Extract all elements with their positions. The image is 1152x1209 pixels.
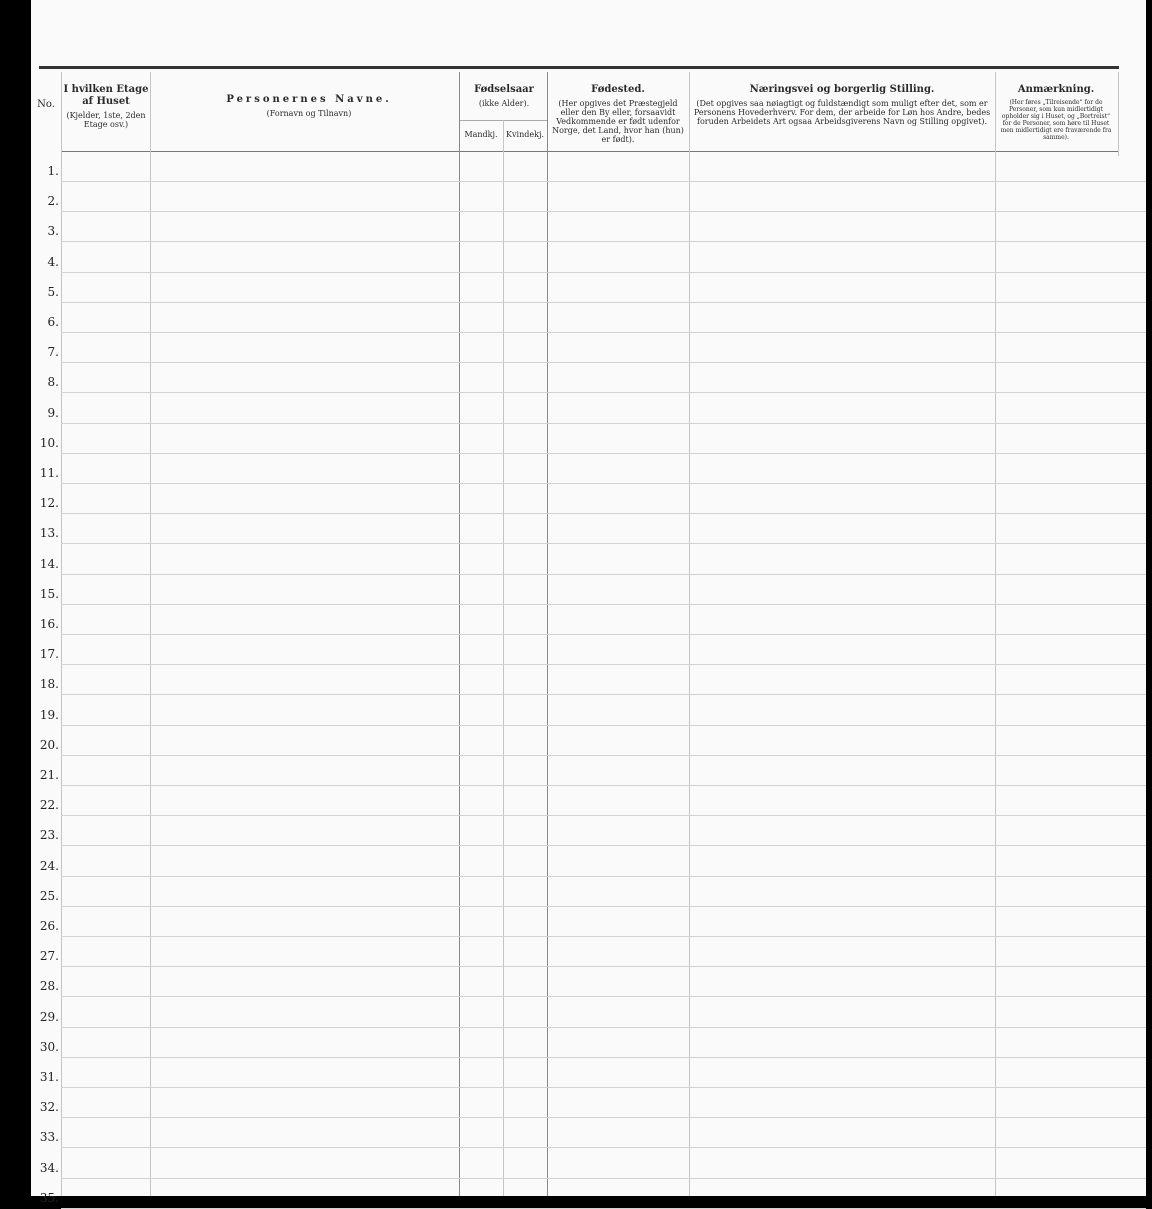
col-sep-right	[1118, 72, 1119, 156]
row-number: 21.	[39, 768, 59, 782]
census-form-sheet	[31, 0, 1146, 1205]
row-number: 5.	[47, 284, 59, 299]
header-fodested-title: Fødested.	[591, 84, 645, 95]
form-row	[31, 484, 1146, 514]
header-anmaerkning	[997, 84, 1115, 141]
form-row	[31, 1088, 1146, 1118]
row-number: 16.	[39, 617, 59, 631]
form-row	[31, 605, 1146, 635]
header-naering	[693, 84, 991, 126]
header-fodested-note: (Her opgives det Præstegjeld eller den By eller, forsaavidt Vedkommende er født udenfor Norge, det Land, hvor han (hun) er født).	[552, 99, 684, 144]
top-rule	[39, 66, 1119, 69]
header-etage	[63, 84, 149, 129]
row-number: 6.	[47, 315, 59, 329]
form-row	[31, 1149, 1146, 1179]
form-row	[31, 847, 1146, 877]
row-number: 9.	[47, 405, 59, 420]
row-number: 3.	[47, 224, 59, 239]
row-number: 25.	[39, 888, 59, 903]
header-naering-title: Næringsvei og borgerlig Stilling.	[749, 84, 935, 95]
row-number: 12.	[39, 496, 59, 511]
form-row	[31, 182, 1146, 212]
row-number: 26.	[39, 919, 59, 933]
row-number: 1.	[47, 164, 59, 178]
form-row	[31, 1028, 1146, 1058]
row-number: 20.	[39, 737, 59, 752]
form-row	[31, 635, 1146, 665]
header-anmaerkning-note: (Her føres „Tilreisende“ for de Personer, som kun midlertidigt opholder sig i Huset, og „Bortreist“ for de Personer, som høre til Huset men midlertidigt ere fraværende fra samme).	[1000, 99, 1112, 141]
form-row	[31, 816, 1146, 846]
form-row	[31, 273, 1146, 303]
row-number: 8.	[47, 375, 59, 390]
form-row	[31, 937, 1146, 967]
form-row	[31, 363, 1146, 393]
header-anmaerkning-title: Anmærkning.	[1017, 84, 1095, 95]
header-fodselsaar-note: (ikke Alder).	[478, 99, 530, 108]
header-etage-note: (Kjelder, 1ste, 2den Etage osv.)	[66, 111, 146, 129]
header-fodselsaar	[461, 84, 547, 108]
row-number: 28.	[39, 979, 59, 994]
form-row	[31, 756, 1146, 786]
row-number: 24.	[39, 858, 59, 873]
header-no: No.	[37, 99, 55, 110]
form-row	[31, 152, 1146, 182]
header-naering-note: (Det opgives saa nøiagtigt og fuldstændigt som muligt efter det, som er Personens Hovederhverv. For dem, der arbeide for Løn hos Andre, bedes foruden Arbeidets Art ogsaa Arbeidsgiverens Navn og Stilling opgivet).	[693, 99, 991, 126]
row-number: 31.	[39, 1070, 59, 1084]
row-number: 35.	[39, 1190, 59, 1205]
form-row	[31, 786, 1146, 816]
row-number: 29.	[39, 1009, 59, 1024]
row-number: 11.	[39, 466, 59, 480]
row-number: 27.	[39, 949, 59, 964]
row-number: 33.	[39, 1130, 59, 1145]
row-number: 13.	[39, 526, 59, 541]
row-number: 7.	[47, 345, 59, 360]
header-navne	[161, 94, 457, 118]
row-number: 10.	[39, 435, 59, 450]
form-row	[31, 333, 1146, 363]
header-kvindekj: Kvindekj.	[506, 130, 544, 139]
form-row	[31, 514, 1146, 544]
row-number: 14.	[39, 556, 59, 571]
header-etage-title: I hvilken Etage af Huset	[63, 84, 149, 107]
form-row	[31, 1179, 1146, 1209]
form-row	[31, 303, 1146, 333]
header-fodselsaar-title: Fødselsaar	[474, 84, 534, 95]
row-number: 4.	[47, 254, 59, 269]
row-number: 32.	[39, 1100, 59, 1115]
header-fodested	[549, 84, 687, 144]
header-navne-note: (Fornavn og Tilnavn)	[266, 109, 352, 118]
header-mandkj: Mandkj.	[464, 130, 498, 139]
form-row	[31, 424, 1146, 454]
form-row	[31, 1118, 1146, 1148]
form-row	[31, 212, 1146, 242]
form-row	[31, 665, 1146, 695]
form-row	[31, 967, 1146, 997]
row-number: 23.	[39, 828, 59, 843]
form-row	[31, 877, 1146, 907]
row-number: 18.	[39, 677, 59, 692]
form-row	[31, 696, 1146, 726]
form-row	[31, 907, 1146, 937]
form-row	[31, 575, 1146, 605]
form-row	[31, 545, 1146, 575]
row-number: 22.	[39, 798, 59, 813]
form-row	[31, 1058, 1146, 1088]
header-navne-title: Personernes Navne.	[226, 94, 392, 105]
row-number: 19.	[39, 707, 59, 722]
form-row	[31, 243, 1146, 273]
row-number: 2.	[47, 194, 59, 209]
form-row	[31, 998, 1146, 1028]
row-number: 15.	[39, 586, 59, 601]
row-number: 34.	[39, 1160, 59, 1175]
form-row	[31, 454, 1146, 484]
row-number: 30.	[39, 1039, 59, 1054]
row-number: 17.	[39, 647, 59, 662]
form-row	[31, 726, 1146, 756]
form-row	[31, 394, 1146, 424]
